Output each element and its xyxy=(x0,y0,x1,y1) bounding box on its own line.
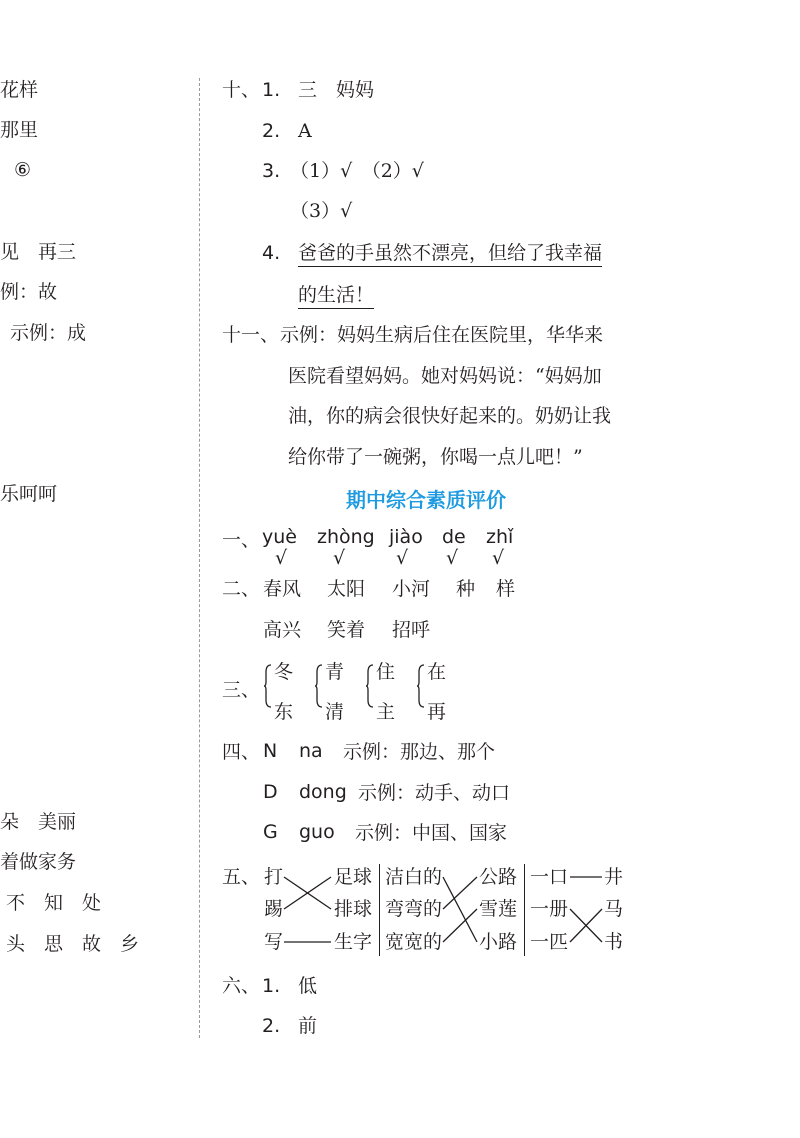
m5-separator-1 xyxy=(379,864,380,956)
left-line-11: 头 思 故 乡 xyxy=(6,933,140,955)
column-divider xyxy=(199,78,200,1038)
m3-p4-bottom: 再 xyxy=(427,701,447,723)
m3-p3-top: 住 xyxy=(376,661,396,683)
m6-q2-answer: 前 xyxy=(298,1015,318,1037)
s11-line2: 医院看望妈妈。她对妈妈说：“妈妈加 xyxy=(288,365,602,387)
m5-g2-right-3: 小路 xyxy=(479,931,518,953)
m5-g3-right-3: 书 xyxy=(604,931,624,953)
brace-4 xyxy=(417,664,425,708)
m1-pinyin-2: zhòng xyxy=(317,526,375,548)
m5-g1-right-3: 生字 xyxy=(334,931,373,953)
left-line-8: 朵 美丽 xyxy=(0,811,77,833)
brace-2 xyxy=(315,664,323,708)
m4-r1-pinyin: na xyxy=(299,740,323,762)
m1-pinyin-4: de xyxy=(442,526,466,548)
m3-p4-top: 在 xyxy=(427,661,447,683)
left-line-5: 例：故 xyxy=(0,281,58,303)
m4-r1-example: 示例：那边、那个 xyxy=(343,741,496,763)
q10-2-number: 2. xyxy=(262,120,281,142)
left-line-9: 着做家务 xyxy=(0,851,77,873)
m4-r2-example: 示例：动手、动口 xyxy=(358,782,511,804)
m5-g3-right-1: 井 xyxy=(604,866,624,888)
match-line-g2-c xyxy=(443,909,477,942)
left-line-1: 花样 xyxy=(0,79,39,101)
match-line-g3-c xyxy=(570,909,602,942)
left-line-3: ⑥ xyxy=(14,159,32,181)
section-10-marker: 十、 xyxy=(222,79,261,101)
m4-r2-letter: D xyxy=(263,781,278,803)
q10-4-line1: 爸爸的手虽然不漂亮，但给了我幸福 xyxy=(298,242,602,267)
match-line-g3-b xyxy=(570,909,602,942)
m4-r3-pinyin: guo xyxy=(299,821,335,843)
m1-marker: 一、 xyxy=(222,529,261,551)
m5-g3-left-2: 一册 xyxy=(530,898,569,920)
m1-pinyin-5: zhǐ xyxy=(486,526,514,548)
q10-3-answer-a: （1）√ （2）√ xyxy=(290,160,424,182)
m5-g2-right-1: 公路 xyxy=(479,866,518,888)
m4-r2-pinyin: dong xyxy=(299,781,347,803)
q10-4-line2-wrap xyxy=(298,283,374,307)
s11-line1: 示例：妈妈生病后住在医院里，华华来 xyxy=(280,324,604,346)
m5-g3-right-2: 马 xyxy=(604,898,624,920)
s11-line3: 油，你的病会很快好起来的。奶奶让我 xyxy=(288,405,612,427)
left-line-2: 那里 xyxy=(0,119,39,141)
m5-g1-left-2: 踢 xyxy=(264,898,284,920)
m5-g1-left-1: 打 xyxy=(264,866,284,888)
m1-pinyin-1: yuè xyxy=(262,526,297,548)
q10-1-answer: 三 妈妈 xyxy=(298,79,375,101)
m2-marker: 二、 xyxy=(222,578,261,600)
m1-check-2: √ xyxy=(333,547,346,569)
left-line-7: 乐呵呵 xyxy=(0,483,58,505)
q10-1-number: 1. xyxy=(262,79,281,101)
m4-r1-letter: N xyxy=(263,740,278,762)
m1-check-4: √ xyxy=(446,547,459,569)
m5-separator-2 xyxy=(524,864,525,956)
m2-r1-3: 小河 xyxy=(392,578,431,600)
m6-q1-number: 1. xyxy=(262,975,281,997)
m3-marker: 三、 xyxy=(222,679,261,701)
m5-g2-left-1: 洁白的 xyxy=(385,866,443,888)
m2-r2-2: 笑着 xyxy=(327,619,366,641)
m3-p1-bottom: 东 xyxy=(274,701,294,723)
section-11-marker: 十一、 xyxy=(222,324,280,346)
m3-p3-bottom: 主 xyxy=(376,701,396,723)
midterm-title: 期中综合素质评价 xyxy=(346,488,506,512)
m5-g3-left-3: 一匹 xyxy=(530,931,569,953)
m5-g1-left-3: 写 xyxy=(264,931,284,953)
m3-p2-bottom: 清 xyxy=(325,701,345,723)
match-line-g2-b xyxy=(443,877,477,909)
m2-r1-1: 春风 xyxy=(263,578,302,600)
q10-2-answer: A xyxy=(298,120,312,142)
m2-r1-4: 种 xyxy=(456,578,476,600)
brace-3 xyxy=(366,664,374,708)
m2-r2-1: 高兴 xyxy=(263,619,302,641)
m1-check-3: √ xyxy=(396,547,409,569)
m2-r1-2: 太阳 xyxy=(327,578,366,600)
match-line-g1-a xyxy=(284,877,331,909)
q10-4-number: 4. xyxy=(262,242,281,264)
m5-g2-right-2: 雪莲 xyxy=(479,898,518,920)
m6-q1-answer: 低 xyxy=(298,975,318,997)
s11-line4: 给你带了一碗粥，你喝一点儿吧！” xyxy=(288,446,583,468)
m1-check-1: √ xyxy=(275,547,288,569)
q10-4-line1-wrap xyxy=(298,241,638,265)
m6-q2-number: 2. xyxy=(262,1015,281,1037)
m1-check-5: √ xyxy=(492,547,505,569)
brace-1 xyxy=(264,664,272,708)
m5-g3-left-1: 一口 xyxy=(530,866,569,888)
match-line-g2-a xyxy=(443,877,477,942)
m3-p2-top: 青 xyxy=(325,661,345,683)
m2-r1-5: 样 xyxy=(496,578,516,600)
q10-4-line2: 的生活！ xyxy=(298,284,374,309)
m2-r2-3: 招呼 xyxy=(392,619,431,641)
m1-pinyin-3: jiào xyxy=(389,526,423,548)
m4-r3-letter: G xyxy=(263,821,278,843)
left-line-4: 见 再三 xyxy=(0,241,77,263)
m5-g2-left-3: 宽宽的 xyxy=(385,931,443,953)
match-line-g1-b xyxy=(284,877,331,909)
m6-marker: 六、 xyxy=(222,975,261,997)
q10-3-number: 3. xyxy=(262,160,281,182)
q10-3-answer-b: （3）√ xyxy=(290,200,353,222)
m5-g1-right-2: 排球 xyxy=(334,898,373,920)
m4-r3-example: 示例：中国、国家 xyxy=(355,822,508,844)
m4-marker: 四、 xyxy=(222,741,261,763)
m5-g1-right-1: 足球 xyxy=(334,866,373,888)
m5-g2-left-2: 弯弯的 xyxy=(385,898,443,920)
left-line-6: 示例：成 xyxy=(10,322,87,344)
m3-p1-top: 冬 xyxy=(274,661,294,683)
left-line-10: 不 知 处 xyxy=(6,892,102,914)
m5-marker: 五、 xyxy=(222,866,261,888)
